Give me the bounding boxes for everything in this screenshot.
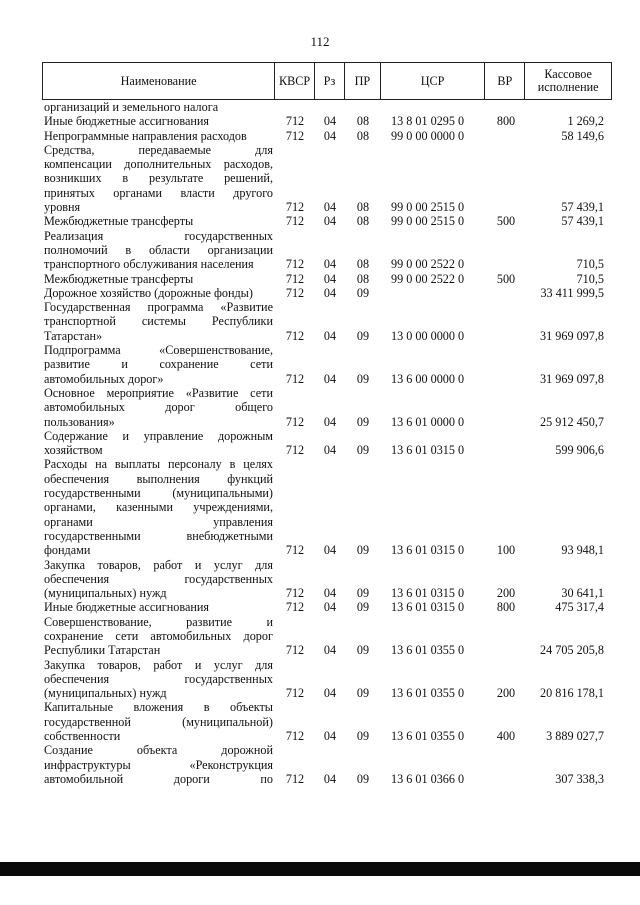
cell-name-line: сохранение сети автомобильных дорог bbox=[44, 628, 273, 643]
cell-rz: 04 bbox=[323, 771, 337, 786]
header-csr: ЦСР bbox=[381, 63, 486, 99]
cell-kvsr: 712 bbox=[285, 128, 305, 143]
cell-rz: 04 bbox=[323, 285, 337, 300]
cell-name-line: собственности bbox=[44, 729, 121, 744]
cell-name-line: Непрограммные направления расходов bbox=[44, 128, 247, 143]
cell-name bbox=[42, 700, 275, 743]
cell-pr: 09 bbox=[356, 414, 370, 429]
cell-kvsr: 712 bbox=[285, 271, 305, 286]
cell-kvsr: 712 bbox=[285, 600, 305, 615]
cell-name bbox=[42, 457, 275, 557]
table-row bbox=[42, 129, 612, 143]
cell-name-line: компенсации дополнительных расходов, bbox=[44, 157, 273, 172]
cell-csr: 13 6 01 0000 0 bbox=[391, 414, 465, 429]
cell-pr: 08 bbox=[356, 214, 370, 229]
scan-bottom-edge bbox=[0, 862, 640, 876]
table-row bbox=[42, 558, 612, 601]
cell-vr: 500 bbox=[496, 271, 516, 286]
cell-kvsr: 712 bbox=[285, 285, 305, 300]
cell-rz: 04 bbox=[323, 586, 337, 601]
cell-name bbox=[42, 300, 275, 343]
cell-csr: 99 0 00 2515 0 bbox=[391, 200, 465, 215]
cell-name-line: полномочий в области организации bbox=[44, 242, 273, 257]
cell-kvsr: 712 bbox=[285, 729, 305, 744]
cell-name bbox=[42, 229, 275, 272]
cell-rz: 04 bbox=[323, 443, 337, 458]
cell-pr: 09 bbox=[356, 600, 370, 615]
page-number: 112 bbox=[310, 34, 330, 49]
cell-pr: 09 bbox=[356, 328, 370, 343]
cell-kvsr: 712 bbox=[285, 257, 305, 272]
header-vr: ВР bbox=[485, 63, 525, 99]
cell-pr: 08 bbox=[356, 200, 370, 215]
table-row bbox=[42, 343, 612, 386]
cell-name-line: государственными внебюджетными bbox=[44, 528, 273, 543]
cell-sum: 599 906,6 bbox=[555, 443, 604, 458]
cell-name-line: развитие и сохранение сети bbox=[44, 357, 273, 372]
cell-csr: 99 0 00 2515 0 bbox=[391, 214, 465, 229]
header-kvsr: КВСР bbox=[275, 63, 315, 99]
cell-name-line: Татарстан» bbox=[44, 328, 103, 343]
cell-name-line: хозяйством bbox=[44, 443, 103, 458]
cell-name-line: Создание объекта дорожной bbox=[44, 743, 273, 758]
cell-name bbox=[42, 600, 275, 614]
header-sum: Кассовое исполнение bbox=[537, 67, 599, 94]
cell-name-line: Иные бюджетные ассигнования bbox=[44, 600, 210, 615]
cell-sum: 710,5 bbox=[576, 271, 604, 286]
cell-rz: 04 bbox=[323, 214, 337, 229]
cell-name-line: Реализация государственных bbox=[44, 228, 273, 243]
cell-name-line: организаций и земельного налога bbox=[44, 100, 219, 114]
table-row bbox=[42, 100, 612, 114]
cell-name bbox=[42, 429, 275, 458]
table-header bbox=[42, 62, 612, 100]
cell-csr: 13 6 01 0355 0 bbox=[391, 729, 465, 744]
cell-csr: 13 6 01 0315 0 bbox=[391, 443, 465, 458]
cell-sum: 57 439,1 bbox=[561, 214, 604, 229]
cell-name-line: Совершенствование, развитие и bbox=[44, 614, 273, 629]
cell-vr: 800 bbox=[496, 114, 516, 129]
table-body bbox=[42, 100, 612, 786]
cell-csr: 99 0 00 2522 0 bbox=[391, 257, 465, 272]
header-name: Наименование bbox=[43, 63, 275, 99]
cell-name-line: Иные бюджетные ассигнования bbox=[44, 114, 210, 129]
cell-csr: 13 6 01 0315 0 bbox=[391, 600, 465, 615]
table-row bbox=[42, 286, 612, 300]
table-row bbox=[42, 600, 612, 614]
cell-name-line: Капитальные вложения в объекты bbox=[44, 700, 273, 715]
cell-name-line: возникших в результате решений, bbox=[44, 171, 273, 186]
cell-pr: 08 bbox=[356, 114, 370, 129]
cell-name-line: обеспечения государственных bbox=[44, 571, 273, 586]
cell-sum: 475 317,4 bbox=[555, 600, 604, 615]
cell-rz: 04 bbox=[323, 128, 337, 143]
cell-pr: 08 bbox=[356, 271, 370, 286]
cell-kvsr: 712 bbox=[285, 200, 305, 215]
table-row bbox=[42, 143, 612, 214]
cell-pr: 09 bbox=[356, 686, 370, 701]
table-row bbox=[42, 615, 612, 658]
cell-rz: 04 bbox=[323, 729, 337, 744]
cell-sum: 93 948,1 bbox=[561, 543, 604, 558]
cell-name-line: пользования» bbox=[44, 414, 115, 429]
cell-name-line: органами, казенными учреждениями, bbox=[44, 500, 273, 515]
cell-csr: 13 8 01 0295 0 bbox=[391, 114, 465, 129]
cell-name bbox=[42, 286, 275, 300]
cell-name-line: обеспечения выполнения функций bbox=[44, 471, 273, 486]
cell-pr: 09 bbox=[356, 285, 370, 300]
table-row bbox=[42, 114, 612, 128]
cell-name-line: фондами bbox=[44, 543, 91, 558]
cell-sum: 58 149,6 bbox=[561, 128, 604, 143]
cell-name-line: Закупка товаров, работ и услуг для bbox=[44, 657, 273, 672]
cell-sum: 710,5 bbox=[576, 257, 604, 272]
cell-name-line: Содержание и управление дорожным bbox=[44, 428, 273, 443]
cell-pr: 09 bbox=[356, 771, 370, 786]
cell-name bbox=[42, 615, 275, 658]
cell-rz: 04 bbox=[323, 600, 337, 615]
cell-name-line: органами управления bbox=[44, 514, 273, 529]
cell-sum: 57 439,1 bbox=[561, 200, 604, 215]
cell-name-line: уровня bbox=[44, 200, 81, 215]
cell-csr: 13 6 00 0000 0 bbox=[391, 371, 465, 386]
cell-pr: 08 bbox=[356, 257, 370, 272]
cell-sum: 31 969 097,8 bbox=[540, 328, 604, 343]
cell-sum: 25 912 450,7 bbox=[540, 414, 604, 429]
cell-name-line: Межбюджетные трансферты bbox=[44, 271, 194, 286]
cell-kvsr: 712 bbox=[285, 771, 305, 786]
cell-sum: 307 338,3 bbox=[555, 771, 604, 786]
cell-sum: 31 969 097,8 bbox=[540, 371, 604, 386]
cell-kvsr: 712 bbox=[285, 443, 305, 458]
cell-name bbox=[42, 143, 275, 214]
cell-name-line: инфраструктуры «Реконструкция bbox=[44, 757, 273, 772]
cell-rz: 04 bbox=[323, 686, 337, 701]
cell-kvsr: 712 bbox=[285, 643, 305, 658]
table-row bbox=[42, 429, 612, 458]
cell-name-line: автомобильных дорог общего bbox=[44, 400, 273, 415]
cell-name-line: (муниципальных) нужд bbox=[44, 686, 167, 701]
cell-name bbox=[42, 343, 275, 386]
cell-csr: 99 0 00 0000 0 bbox=[391, 128, 465, 143]
cell-csr: 13 6 01 0366 0 bbox=[391, 771, 465, 786]
cell-pr: 09 bbox=[356, 543, 370, 558]
cell-rz: 04 bbox=[323, 371, 337, 386]
cell-kvsr: 712 bbox=[285, 114, 305, 129]
cell-rz: 04 bbox=[323, 271, 337, 286]
cell-rz: 04 bbox=[323, 328, 337, 343]
cell-name bbox=[42, 129, 275, 143]
header-pr: ПР bbox=[345, 63, 381, 99]
cell-name-line: Основное мероприятие «Развитие сети bbox=[44, 385, 273, 400]
cell-rz: 04 bbox=[323, 200, 337, 215]
cell-kvsr: 712 bbox=[285, 328, 305, 343]
cell-pr: 09 bbox=[356, 443, 370, 458]
cell-name-line: государственными (муниципальными) bbox=[44, 486, 273, 501]
cell-kvsr: 712 bbox=[285, 371, 305, 386]
cell-rz: 04 bbox=[323, 114, 337, 129]
cell-name-line: транспортного обслуживания населения bbox=[44, 257, 254, 272]
cell-pr: 09 bbox=[356, 729, 370, 744]
cell-rz: 04 bbox=[323, 543, 337, 558]
cell-kvsr: 712 bbox=[285, 686, 305, 701]
cell-name-line: Дорожное хозяйство (дорожные фонды) bbox=[44, 285, 253, 300]
cell-rz: 04 bbox=[323, 643, 337, 658]
cell-name bbox=[42, 272, 275, 286]
cell-name-line: Средства, передаваемые для bbox=[44, 142, 273, 157]
cell-name-line: принятых органами власти другого bbox=[44, 185, 273, 200]
budget-table bbox=[42, 62, 612, 786]
cell-name bbox=[42, 743, 275, 786]
table-row bbox=[42, 214, 612, 228]
cell-kvsr: 712 bbox=[285, 543, 305, 558]
cell-vr: 100 bbox=[496, 543, 516, 558]
cell-name-line: Республики Татарстан bbox=[44, 643, 161, 658]
table-row bbox=[42, 457, 612, 557]
cell-name bbox=[42, 114, 275, 128]
cell-name-line: обеспечения государственных bbox=[44, 671, 273, 686]
table-row bbox=[42, 229, 612, 272]
cell-vr: 400 bbox=[496, 729, 516, 744]
cell-csr: 13 6 01 0315 0 bbox=[391, 586, 465, 601]
cell-kvsr: 712 bbox=[285, 586, 305, 601]
cell-name-line: государственной (муниципальной) bbox=[44, 714, 273, 729]
cell-vr: 800 bbox=[496, 600, 516, 615]
cell-name-line: Межбюджетные трансферты bbox=[44, 214, 194, 229]
cell-csr: 99 0 00 2522 0 bbox=[391, 271, 465, 286]
cell-name-line: автомобильных дорог» bbox=[44, 371, 164, 386]
cell-name-line: Подпрограмма «Совершенствование, bbox=[44, 343, 273, 358]
cell-pr: 08 bbox=[356, 128, 370, 143]
cell-kvsr: 712 bbox=[285, 414, 305, 429]
cell-kvsr: 712 bbox=[285, 214, 305, 229]
cell-name bbox=[42, 100, 275, 114]
cell-rz: 04 bbox=[323, 257, 337, 272]
cell-vr: 500 bbox=[496, 214, 516, 229]
header-rz: Рз bbox=[315, 63, 345, 99]
table-row bbox=[42, 272, 612, 286]
table-row bbox=[42, 743, 612, 786]
table-row bbox=[42, 658, 612, 701]
table-row bbox=[42, 700, 612, 743]
cell-vr: 200 bbox=[496, 586, 516, 601]
cell-csr: 13 0 00 0000 0 bbox=[391, 328, 465, 343]
cell-name bbox=[42, 558, 275, 601]
cell-rz: 04 bbox=[323, 414, 337, 429]
cell-name-line: Расходы на выплаты персоналу в целях bbox=[44, 457, 273, 472]
cell-sum: 1 269,2 bbox=[567, 114, 604, 129]
cell-pr: 09 bbox=[356, 643, 370, 658]
cell-sum: 20 816 178,1 bbox=[540, 686, 604, 701]
cell-name bbox=[42, 386, 275, 429]
cell-pr: 09 bbox=[356, 586, 370, 601]
cell-name-line: автомобильной дороги по bbox=[44, 771, 273, 786]
cell-csr: 13 6 01 0315 0 bbox=[391, 543, 465, 558]
table-row bbox=[42, 300, 612, 343]
cell-name-line: Государственная программа «Развитие bbox=[44, 300, 273, 315]
cell-vr: 200 bbox=[496, 686, 516, 701]
cell-name-line: транспортной системы Республики bbox=[44, 314, 273, 329]
cell-name-line: (муниципальных) нужд bbox=[44, 586, 167, 601]
cell-name bbox=[42, 214, 275, 228]
cell-sum: 3 889 027,7 bbox=[546, 729, 604, 744]
cell-name-line: Закупка товаров, работ и услуг для bbox=[44, 557, 273, 572]
cell-name bbox=[42, 658, 275, 701]
cell-sum: 33 411 999,5 bbox=[540, 285, 604, 300]
cell-sum: 24 705 205,8 bbox=[540, 643, 604, 658]
cell-csr: 13 6 01 0355 0 bbox=[391, 686, 465, 701]
cell-csr: 13 6 01 0355 0 bbox=[391, 643, 465, 658]
table-row bbox=[42, 386, 612, 429]
cell-sum: 30 641,1 bbox=[561, 586, 604, 601]
cell-pr: 09 bbox=[356, 371, 370, 386]
